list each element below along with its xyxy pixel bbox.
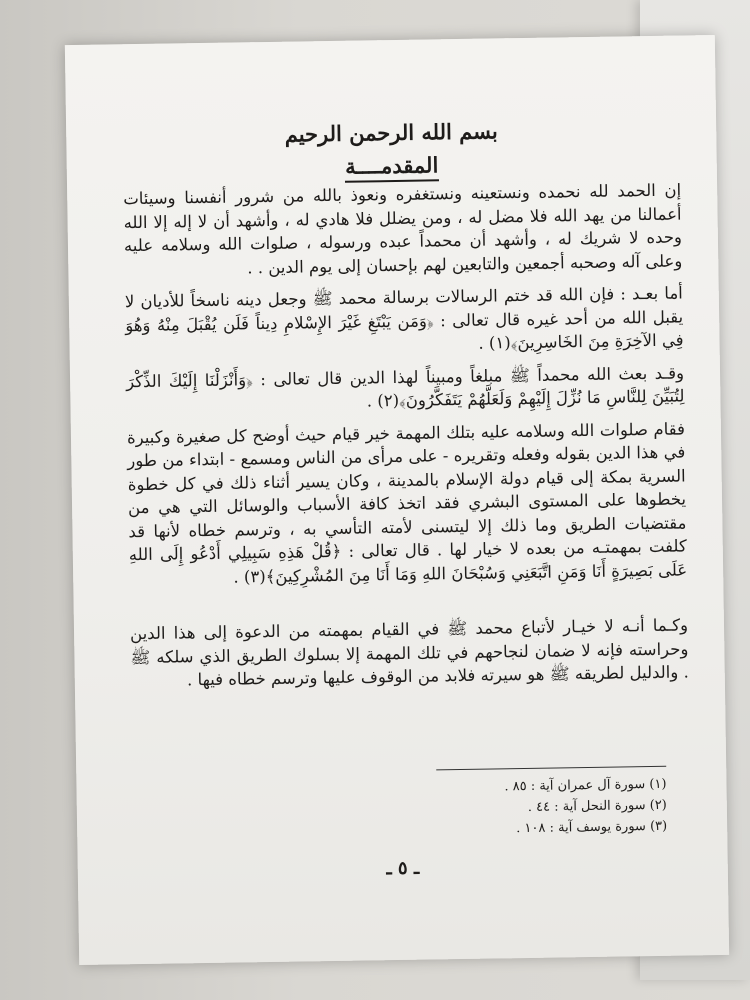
footnote-divider	[436, 766, 666, 771]
book-page	[65, 35, 729, 965]
paragraph-followers: وكـما أنـه لا خيـار لأتباع محمد ﷺ في القيام بمهمته من الدعوة إلى هذا الدين وحراسته فإنه لا ضمان لنجاحهم في تلك المهمة إلا بسلوك الطريق الذي سلكه ﷺ . والدليل لطريقه ﷺ هو سيرته فلابد من الوقوف عليها وترسم خطاه فيها .	[129, 615, 689, 690]
footnote-item: (١) سورة آل عمران آية : ٨٥ .	[504, 776, 667, 795]
paragraph-messenger: وقـد بعث الله محمداً ﷺ مبلغاً ومبيناً لهذا الدين قال تعالى : ﴿وَأَنْزَلْنَا إِلَيْكَ الذِّكْرَ لِتُبَيِّنَ لِلنَّاسِ مَا نُزِّلَ إِلَيْهِمْ وَلَعَلَّهُمْ يَتَفَكَّرُونَ﴾(٢) .	[125, 362, 685, 411]
footnotes	[406, 774, 667, 841]
footnote-item: (٢) سورة النحل آية : ٤٤ .	[527, 797, 667, 815]
page-title: المقدمــــة	[345, 152, 439, 182]
basmala: بسم الله الرحمن الرحيم	[284, 118, 498, 147]
footnote-item: (٣) سورة يوسف آية : ١٠٨ .	[516, 818, 668, 837]
page-header	[66, 115, 717, 187]
main-text	[123, 178, 689, 701]
paragraph-opening: إن الحمد لله نحمده ونستعينه ونستغفره ونعوذ بالله من شرور أنفسنا وسيئات أعمالنا من يهد الله فلا مضل له ، ومن يضلل فلا هادي له ، وأشهد أن لا إله إلا الله وحده لا شريك له ، وأشهد أن محمداً عبده ورسوله ، صلوات الله وسلامه عليه وعلى آله وصحبه أجمعين والتابعين لهم بإحسان إلى يوم الدين . .	[123, 180, 683, 277]
page-number: ـ ٥ ـ	[386, 857, 420, 880]
paragraph-mission: فقام صلوات الله وسلامه عليه بتلك المهمة خير قيام حيث أوضح كل صغيرة وكبيرة في هذا الدين بقوله وفعله وتقريره - على مرأى من الناس ومسمع - ابتداء من طور السرية بمكة إلى قيام دولة الإسلام بالمدينة ، وكان يسير أثناء ذلك في كل خطوة يخطوها على المستوى البشري فقد اتخذ كافة الأسباب والوسائل التي هي من مقتضيات الطريق وما ذلك إلا ليتسنى لأمته التأسي به ، وترسم خطاه لأنها قد كلفت بمهمتـه من بعده لا خيار لها . قال تعالى : ﴿قُلْ هَذِهِ سَبِيلِي أَدْعُو إِلَى اللهِ عَلَى بَصِيرَةٍ أَنَا وَمَنِ اتَّبَعَنِي وَسُبْحَانَ اللهِ وَمَا أَنَا مِنَ المُشْرِكِينَ﴾(٣) .	[126, 418, 688, 587]
paragraph-amma-baad: أما بعـد : فإن الله قد ختم الرسالات برسالة محمد ﷺ وجعل دينه ناسخاً للأديان لا يقبل الله من أحد غيره قال تعالى : ﴿وَمَن يَبْتَغِ غَيْرَ الإِسْلامِ دِيناً فَلَن يُقْبَلَ مِنْهُ وَهُوَ فِي الآخِرَةِ مِنَ الخَاسِرِينَ﴾(١) .	[124, 283, 684, 353]
